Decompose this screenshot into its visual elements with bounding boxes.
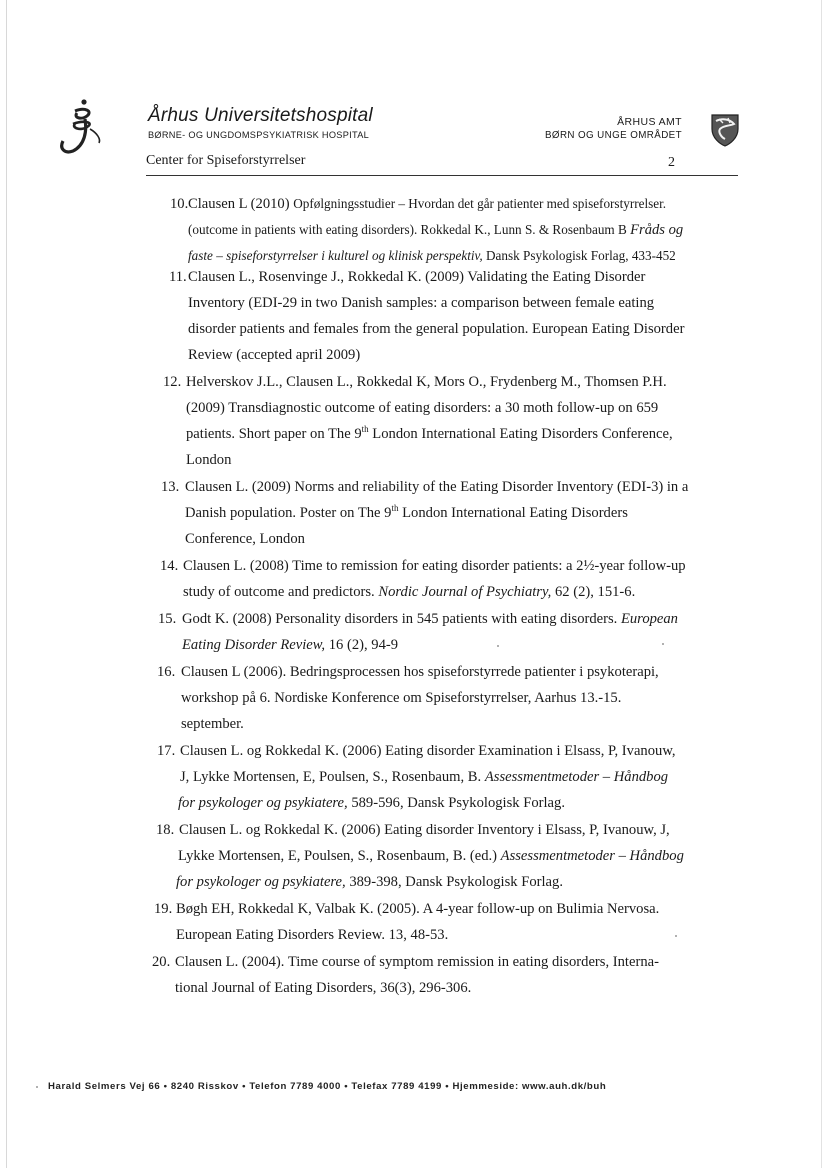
reference-line (188, 191, 666, 217)
reference-title-text: Assessmentmetoder – Håndbog (484, 769, 669, 785)
scan-speck (36, 1086, 38, 1088)
reference-line (178, 790, 565, 816)
reference-line (186, 369, 667, 395)
reference-text: Clausen L. og Rokkedal K. (2006) Eating disorder Examination i Elsass, P, Ivanouw, (180, 743, 676, 759)
reference-text: J, Lykke Mortensen, E, Poulsen, S., Rosenbaum, B. (180, 769, 485, 785)
reference-text: Bøgh EH, Rokkedal K, Valbak K. (2005). A 4-year follow-up on Bulimia Nervosa. (176, 901, 660, 917)
reference-text: patients. Short paper on The 9 (186, 426, 362, 442)
reference-number: 15. (158, 611, 177, 627)
reference-text: London International Eating Disorders Conference, (368, 426, 673, 442)
scan-speck (662, 643, 664, 645)
reference-text: (2009) Transdiagnostic outcome of eating disorders: a 30 moth follow-up on 659 (186, 400, 659, 416)
reference-number: 19. (154, 901, 173, 917)
reference-text: Inventory (EDI-29 in two Danish samples: a comparison between female eating (188, 295, 655, 311)
reference-title-text: for psykologer og psykiatere, (178, 795, 348, 811)
reference-text: th (391, 503, 399, 514)
county-department: BØRN OG UNGE OMRÅDET (544, 130, 682, 141)
reference-text: Danish population. Poster on The 9 (185, 505, 392, 521)
reference-text: th (361, 424, 369, 435)
reference-text: Helverskov J.L., Clausen L., Rokkedal K, Mors O., Frydenberg M., Thomsen P.H. (186, 374, 667, 390)
scan-speck (497, 645, 499, 647)
reference-text: tional Journal of Eating Disorders, 36(3), 296-306. (175, 980, 472, 996)
reference-line (182, 632, 398, 658)
reference-title-text: faste – spiseforstyrrelser i kulturel og klinisk perspektiv, (188, 248, 483, 263)
reference-text: Clausen L. og Rokkedal K. (2006) Eating disorder Inventory i Elsass, P, Ivanouw, J, (179, 822, 670, 838)
reference-text: 589-596, Dansk Psykologisk Forlag. (347, 795, 565, 811)
reference-line (182, 606, 678, 632)
reference-line (179, 817, 670, 843)
reference-text: 62 (2), 151-6. (551, 584, 636, 600)
county-name: ÅRHUS AMT (617, 116, 682, 128)
reference-line (183, 553, 686, 579)
reference-number: 20. (152, 954, 171, 970)
reference-number: 16. (157, 664, 176, 680)
reference-line (175, 949, 659, 975)
reference-text: London International Eating Disorders (398, 505, 628, 521)
reference-number: 14. (160, 558, 179, 574)
reference-line (176, 896, 659, 922)
reference-text: Review (accepted april 2009) (188, 347, 361, 363)
reference-line (181, 659, 659, 685)
reference-title-text: European (620, 611, 678, 627)
reference-title-text: for psykologer og psykiatere, (176, 874, 346, 890)
hospital-name: Århus Universitetshospital (148, 105, 373, 126)
reference-line (176, 869, 563, 895)
reference-line (175, 975, 471, 1001)
reference-line (181, 685, 621, 711)
reference-line (188, 290, 654, 316)
reference-title-text: Eating Disorder Review, (182, 637, 326, 653)
reference-text: Clausen L. (2008) Time to remission for eating disorder patients: a 2½-year follow-up (183, 558, 686, 574)
reference-line (176, 922, 448, 948)
reference-text: study of outcome and predictors. (183, 584, 379, 600)
reference-line (188, 342, 360, 368)
reference-text: London (186, 452, 232, 468)
reference-text: Clausen L (2006). Bedringsprocessen hos spiseforstyrrede patienter i psykoterapi, (181, 664, 659, 680)
reference-number: 12. (163, 374, 182, 390)
reference-text: Godt K. (2008) Personality disorders in 545 patients with eating disorders. (182, 611, 621, 627)
reference-text: Opfølgningsstudier – Hvordan det går patienter med spiseforstyrrelser. (293, 196, 667, 211)
reference-number: 17. (157, 743, 176, 759)
reference-text: Clausen L. (2009) Norms and reliability of the Eating Disorder Inventory (EDI-3) in a (185, 479, 689, 495)
reference-title-text: Nordic Journal of Psychiatry, (378, 584, 552, 600)
reference-line (181, 711, 244, 737)
reference-text: (outcome in patients with eating disorders). Rokkedal K., Lunn S. & Rosenbaum B (188, 222, 631, 237)
reference-line (185, 500, 628, 526)
hospital-department: BØRNE- OG UNGDOMSPSYKIATRISK HOSPITAL (148, 130, 370, 140)
reference-line (188, 264, 645, 290)
reference-number: 11. (169, 269, 187, 285)
scan-speck (675, 935, 677, 937)
center-name: Center for Spiseforstyrrelser (146, 153, 306, 168)
reference-line (186, 395, 658, 421)
reference-text: workshop på 6. Nordiske Konference om Spiseforstyrrelser, Aarhus 13.-15. (181, 690, 622, 706)
reference-line (185, 474, 688, 500)
reference-line (183, 579, 635, 605)
reference-text: 16 (2), 94-9 (325, 637, 399, 653)
reference-text: september. (181, 716, 244, 732)
reference-text: Clausen L (2010) (188, 196, 294, 212)
reference-text: disorder patients and females from the general population. European Eating Disorder (188, 321, 685, 337)
reference-text: European Eating Disorders Review. 13, 48-53. (176, 927, 449, 943)
reference-text: 389-398, Dansk Psykologisk Forlag. (345, 874, 563, 890)
reference-line (188, 316, 684, 342)
reference-number: 18. (156, 822, 175, 838)
reference-text: Clausen L., Rosenvinge J., Rokkedal K. (2009) Validating the Eating Disorder (188, 269, 646, 285)
reference-line (180, 738, 676, 764)
footer-address: Harald Selmers Vej 66 • 8240 Risskov • Telefon 7789 4000 • Telefax 7789 4199 • Hjemmeside: www.auh.dk/buh (48, 1081, 607, 1092)
reference-title-text: Assessmentmetoder – Håndbog (500, 848, 684, 864)
page-number: 2 (668, 155, 675, 170)
reference-title-text: Fråds og (630, 222, 684, 238)
reference-line (188, 217, 683, 243)
reference-text: Clausen L. (2004). Time course of symptom remission in eating disorders, Interna- (175, 954, 659, 970)
reference-line (185, 526, 305, 552)
reference-line (180, 764, 668, 790)
reference-text: Lykke Mortensen, E, Poulsen, S., Rosenbaum, B. (ed.) (178, 848, 501, 864)
reference-line (186, 421, 673, 447)
reference-text: Dansk Psykologisk Forlag, 433-452 (482, 248, 676, 263)
reference-line (178, 843, 684, 869)
reference-number: 13. (161, 479, 180, 495)
reference-number: 10. (170, 196, 189, 212)
reference-text: Conference, London (185, 531, 305, 547)
reference-line (186, 447, 231, 473)
